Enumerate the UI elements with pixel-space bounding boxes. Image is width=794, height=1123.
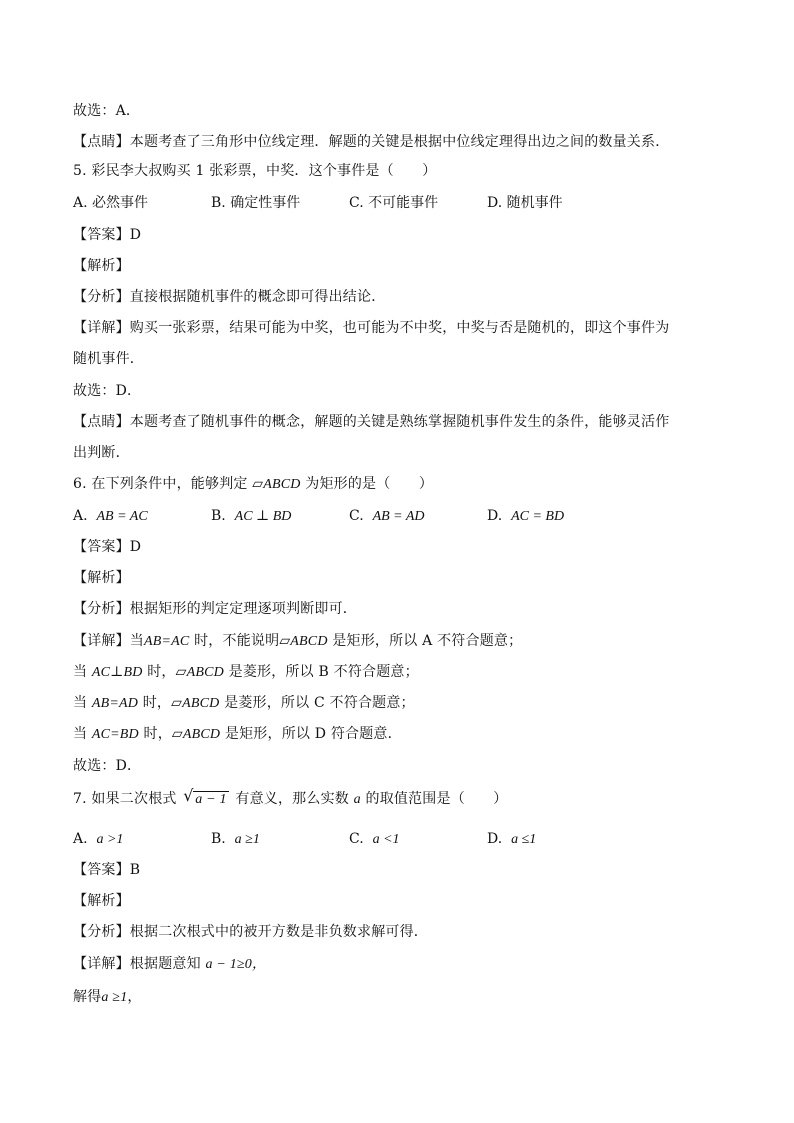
q6-option-a-letter: A. [73,508,88,524]
q7-answer: 【答案】B [73,862,141,878]
q6-exp-d-mid: 时， [143,726,172,742]
q6-option-b [211,506,291,527]
q7-stem-text: 7. 如果二次根式 [73,791,177,807]
q7-exp-inequality: a − 1≥0， [205,957,267,972]
q6-stem [73,474,433,495]
q5-answer: 【答案】D [73,227,142,243]
q6-choice: 故选：D． [73,758,142,774]
q7-stem-mid: 有意义，那么实数 [235,791,349,807]
q7-option-d-expr: a ≤1 [511,832,537,847]
q6-option-c [349,506,425,527]
q6-option-d-letter: D. [487,508,503,524]
q6-exp-d-suffix: 是矩形，所以 D 符合题意． [224,726,402,742]
q6-analysis: 【分析】根据矩形的判定定理逐项判断即可． [73,601,357,617]
q6-exp-c-shape: ▱ABCD [171,696,220,711]
q6-explanation-b [73,662,419,683]
q7-analysis-heading: 【解析】 [73,893,130,909]
q5-explanation-line2: 随机事件． [73,351,144,367]
q6-exp-b-cond: AC⊥BD [91,665,143,680]
radical-sign-icon: √ [183,786,194,805]
q7-option-b [211,829,260,850]
q7-option-a-expr: a >1 [96,832,124,847]
q6-option-b-expr: AC ⊥ BD [234,509,292,524]
q7-option-c-letter: C. [349,831,364,847]
q6-exp-d-shape: ▱ABCD [171,727,221,742]
q6-exp-a-cond: AB=AC [144,634,190,649]
radical-expression [183,786,228,810]
q7-option-d-letter: D. [487,831,503,847]
q5-comment-line1: 【点睛】本题考查了随机事件的概念，解题的关键是熟练掌握随机事件发生的条件，能够灵活作 [73,414,670,430]
q6-option-c-letter: C. [349,508,364,524]
q7-stem-end: 的取值范围是（ ） [365,791,508,807]
q6-stem-parallelogram: ▱ABCD [252,477,301,492]
q4-answer-choice: 故选：A． [73,103,141,119]
q5-analysis-heading: 【解析】 [73,258,130,274]
q6-answer: 【答案】D [73,539,142,555]
q5-explanation-line1: 【详解】购买一张彩票，结果可能为中奖，也可能为不中奖，中奖与否是随机的，即这个事件为 [73,320,670,336]
q6-analysis-heading: 【解析】 [73,570,130,586]
q6-exp-a-prefix: 【详解】当 [73,633,144,649]
q5-option-b: B. 确定性事件 [211,195,301,211]
q6-option-a [73,506,148,527]
q7-option-c-expr: a <1 [372,832,400,847]
radicand: a − 1 [195,792,227,807]
q6-explanation-a [73,631,522,652]
q7-stem [73,786,508,810]
q7-exp-prefix: 【详解】根据题意知 [73,956,201,972]
q6-exp-a-mid: 时，不能说明 [194,633,280,649]
q7-exp-result: a ≥1 [101,990,128,1005]
q6-exp-c-mid: 时， [142,695,172,711]
q5-option-d: D. 随机事件 [487,195,563,211]
q6-exp-a-suffix: 是矩形，所以 A 不符合题意； [332,633,523,649]
q6-exp-b-prefix: 当 [73,664,88,680]
q5-option-a: A. 必然事件 [73,195,149,211]
q7-option-b-letter: B. [211,831,226,847]
q7-exp-solve-prefix: 解得 [73,989,102,1005]
q7-option-b-expr: a ≥1 [234,832,260,847]
q6-option-d [487,506,564,527]
q7-option-d [487,829,536,850]
q5-stem: 5. 彩民李大叔购买 1 张彩票，中奖．这个事件是（ ） [73,163,437,179]
q6-exp-d-prefix: 当 [73,726,88,742]
q6-exp-c-prefix: 当 [73,695,88,711]
q6-exp-d-cond: AC=BD [91,727,139,742]
q6-option-d-expr: AC = BD [511,509,565,524]
q7-stem-variable: a [353,792,361,807]
q5-choice: 故选：D． [73,383,142,399]
q5-comment-line2: 出判断． [73,445,130,461]
q7-option-c [349,829,400,850]
q6-option-a-expr: AB = AC [96,509,148,524]
q6-explanation-d [73,724,402,745]
q7-explanation-line2 [73,987,142,1008]
q6-exp-b-suffix: 是菱形，所以 B 不符合题意； [228,664,419,680]
q6-option-b-letter: B. [211,508,226,524]
q7-analysis: 【分析】根据二次根式中的被开方数是非负数求解可得． [73,924,428,940]
q6-exp-b-mid: 时， [147,664,176,680]
q6-exp-b-shape: ▱ABCD [175,665,224,680]
q6-stem-text-end: 为矩形的是（ ） [305,476,434,492]
q6-option-c-expr: AB = AD [372,509,425,524]
q6-explanation-c [73,693,415,714]
q6-exp-a-shape: ▱ABCD [279,634,328,649]
q7-option-a [73,829,123,850]
q7-explanation-line1 [73,954,266,975]
q6-exp-c-suffix: 是菱形，所以 C 不符合题意； [224,695,415,711]
q5-analysis: 【分析】直接根据随机事件的概念即可得出结论． [73,289,386,305]
q7-option-a-letter: A. [73,831,88,847]
q6-stem-text: 6. 在下列条件中，能够判定 [73,476,248,492]
q5-option-c: C. 不可能事件 [349,195,439,211]
q6-exp-c-cond: AB=AD [91,696,139,711]
q4-comment: 【点睛】本题考查了三角形中位线定理．解题的关键是根据中位线定理得出边之间的数量关系． [73,134,670,150]
q7-exp-comma: ， [127,989,142,1005]
